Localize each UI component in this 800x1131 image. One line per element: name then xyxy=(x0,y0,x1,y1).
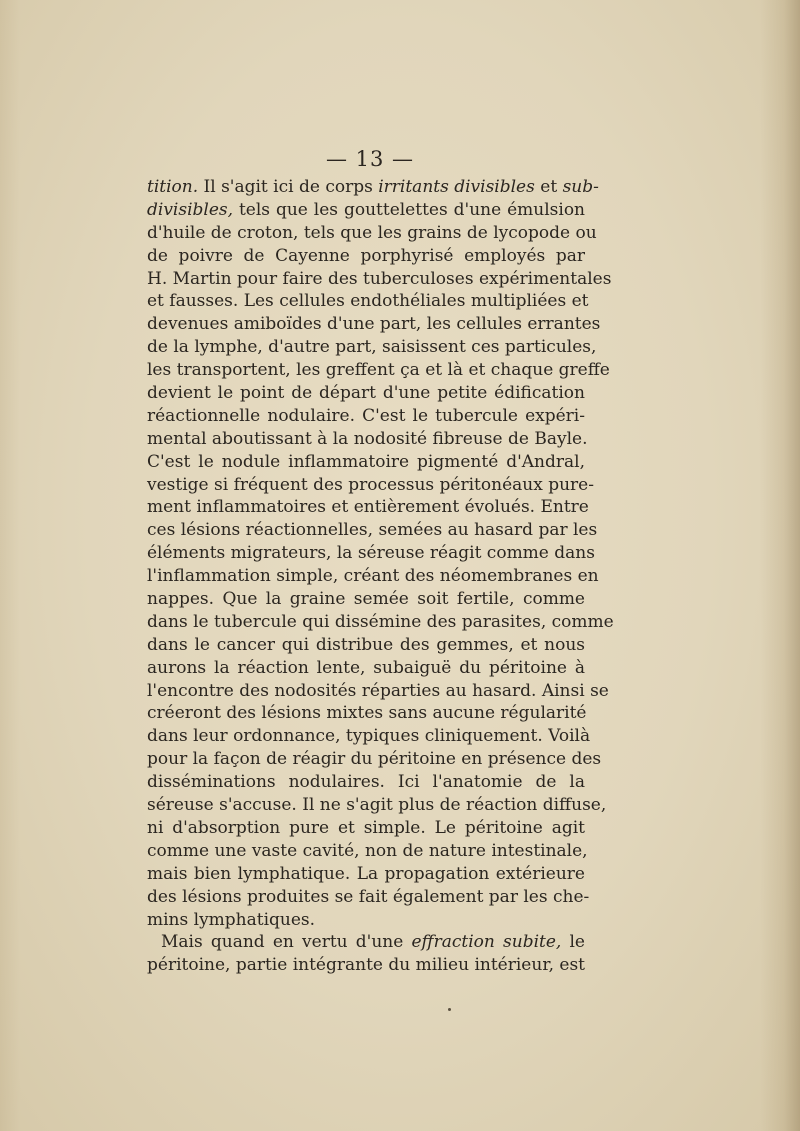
text-span: créeront des lésions mixtes sans aucune régularité xyxy=(147,703,587,724)
text-span: ces lésions réactionnelles, semées au hasard par les xyxy=(147,520,598,541)
text-line xyxy=(147,886,590,909)
text-line xyxy=(147,268,612,291)
text-span: les transportent, les greffent ça et là et chaque greffe xyxy=(147,360,610,381)
italic-text: tition. xyxy=(147,177,199,197)
text-line xyxy=(147,702,585,725)
text-span: H. Martin pour faire des tuberculoses expérimentales xyxy=(147,268,612,289)
text-line xyxy=(147,634,585,657)
text-line xyxy=(147,222,597,245)
text-line xyxy=(147,794,607,817)
text-span: devenues amiboïdes d'une part, les cellules errantes xyxy=(147,314,601,335)
italic-text: sub- xyxy=(562,177,599,197)
text-line xyxy=(147,771,585,794)
text-span: mais bien lymphatique. La propagation extérieure xyxy=(147,863,585,884)
text-span: de poivre de Cayenne porphyrisé employés par xyxy=(147,245,585,266)
text-span: et xyxy=(534,177,563,197)
text-line xyxy=(147,588,585,611)
italic-text: irritants divisibles xyxy=(378,177,535,197)
text-span: et fausses. Les cellules endothéliales multipliées et xyxy=(147,291,589,312)
body-text xyxy=(147,176,614,977)
text-line xyxy=(147,359,610,382)
text-line xyxy=(147,290,589,313)
text-line xyxy=(147,428,588,451)
text-span: comme une vaste cavité, non de nature intestinale, xyxy=(147,840,588,861)
text-span: tels que les gouttelettes d'une émulsion xyxy=(233,199,585,220)
text-span: le xyxy=(561,932,585,953)
text-line xyxy=(147,519,598,542)
italic-text: divisibles, xyxy=(147,199,234,220)
text-line xyxy=(147,542,595,565)
text-span: pour la façon de réagir du péritoine en présence des xyxy=(147,749,602,770)
text-span: de la lymphe, d'autre part, saisissent ces particules, xyxy=(147,337,597,358)
text-line xyxy=(147,245,585,268)
text-span: disséminations nodulaires. Ici l'anatomie de la xyxy=(147,772,585,793)
text-span: l'encontre des nodosités réparties au hasard. Ainsi se xyxy=(147,680,609,701)
text-span: éléments migrateurs, la séreuse réagit comme dans xyxy=(147,543,595,564)
text-line xyxy=(147,474,594,497)
text-span: ni d'absorption pure et simple. Le péritoine agit xyxy=(147,817,585,838)
text-line xyxy=(147,405,585,428)
text-span: mins lymphatiques. xyxy=(147,909,316,930)
text-line xyxy=(147,313,601,336)
text-span: d'huile de croton, tels que les grains de lycopode ou xyxy=(147,222,597,243)
text-line xyxy=(147,611,614,634)
page-edge-shadow-right xyxy=(760,0,800,1131)
text-span: péritoine, partie intégrante du milieu intérieur, est xyxy=(147,955,585,976)
text-line xyxy=(147,176,599,199)
text-span: Il s'agit ici de corps xyxy=(198,177,379,197)
text-span: Mais quand en vertu d'une xyxy=(161,932,412,953)
text-span: devient le point de départ d'une petite édification xyxy=(147,383,585,404)
text-span: dans le tubercule qui dissémine des parasites, comme xyxy=(147,611,614,632)
text-span: l'inflammation simple, créant des néomembranes en xyxy=(147,566,599,587)
text-span: nappes. Que la graine semée soit fertile, comme xyxy=(147,589,585,610)
text-span: mental aboutissant à la nodosité fibreuse de Bayle. xyxy=(147,428,588,449)
text-line xyxy=(147,954,585,977)
italic-text: effraction subite, xyxy=(411,932,562,953)
text-line xyxy=(147,840,588,863)
text-line xyxy=(147,496,589,519)
text-line xyxy=(147,382,585,405)
text-line xyxy=(147,680,609,703)
text-span: dans leur ordonnance, typiques cliniquement. Voilà xyxy=(147,726,591,747)
text-line xyxy=(147,817,585,840)
text-span: dans le cancer qui distribue des gemmes, et nous xyxy=(147,634,585,655)
ink-speck xyxy=(448,1008,451,1011)
text-span: réactionnelle nodulaire. C'est le tubercule expéri- xyxy=(147,405,585,426)
text-line xyxy=(147,863,585,886)
text-span: vestige si fréquent des processus péritonéaux pure- xyxy=(147,474,594,495)
text-line xyxy=(147,748,602,771)
text-line xyxy=(147,565,599,588)
text-line xyxy=(147,725,591,748)
text-line xyxy=(147,657,585,680)
text-line xyxy=(147,199,585,222)
page-number: — 13 — xyxy=(325,147,415,171)
text-span: des lésions produites se fait également par les che- xyxy=(147,886,590,907)
text-line xyxy=(147,336,597,359)
text-line xyxy=(147,931,585,954)
text-line xyxy=(147,909,585,932)
text-span: aurons la réaction lente, subaiguë du péritoine à xyxy=(147,657,585,678)
text-span: C'est le nodule inflammatoire pigmenté d'Andral, xyxy=(147,451,585,472)
text-span: ment inflammatoires et entièrement évolués. Entre xyxy=(147,497,589,518)
text-span: séreuse s'accuse. Il ne s'agit plus de réaction diffuse, xyxy=(147,795,607,816)
text-line xyxy=(147,451,585,474)
